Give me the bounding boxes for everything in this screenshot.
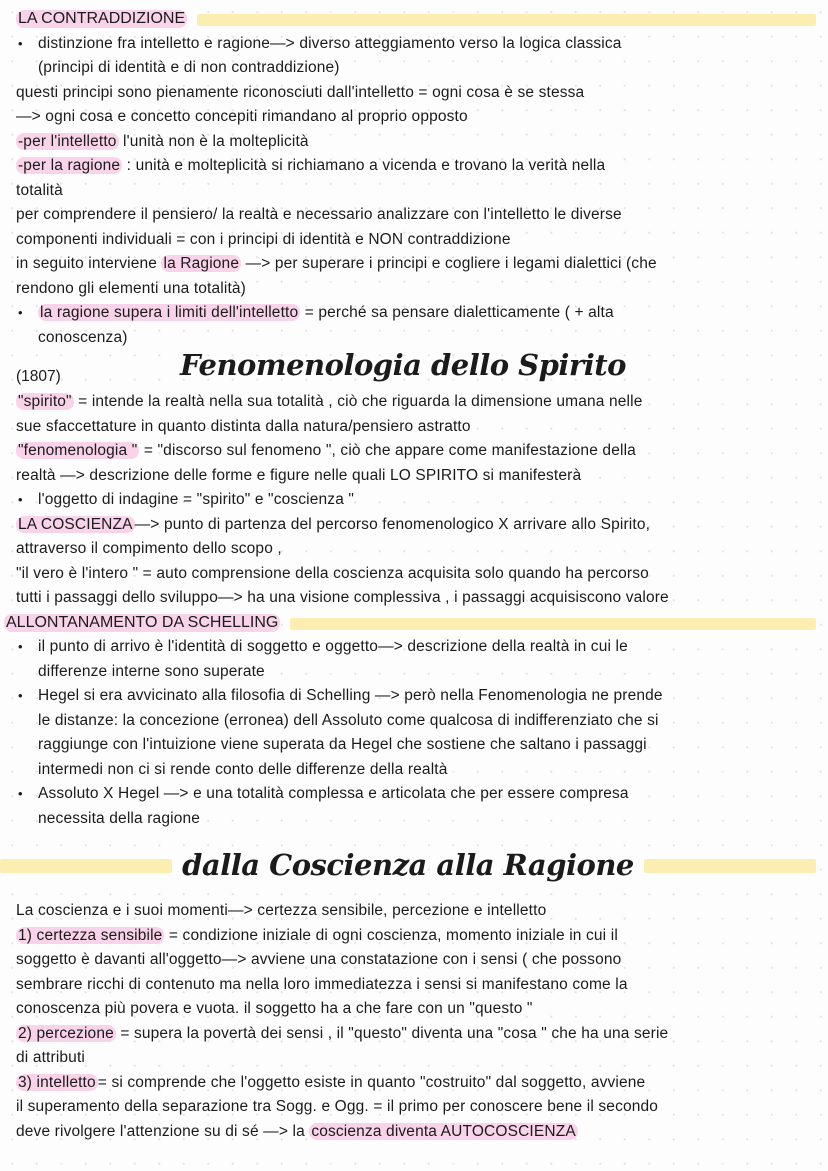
text-line bbox=[16, 81, 816, 106]
text-line bbox=[16, 758, 816, 783]
highlighted-text: 1) certezza sensibile bbox=[18, 926, 163, 944]
highlighted-text: 3) intelletto bbox=[18, 1073, 96, 1091]
highlighted-text: "fenomenologia " bbox=[18, 442, 138, 459]
text-line bbox=[16, 586, 816, 611]
yellow-highlight-bar bbox=[290, 618, 816, 630]
heading-text: ALLONTANAMENTO DA SCHELLING bbox=[6, 613, 279, 631]
text-line bbox=[16, 56, 816, 81]
text-segment: = supera la povertà dei sensi , il "questo" diventa una "cosa " che ha una serie bbox=[115, 1024, 669, 1042]
text-segment: il superamento della separazione tra Sogg. e Ogg. = il primo per conoscere bene il secondo bbox=[16, 1098, 659, 1115]
text-line bbox=[16, 562, 816, 587]
text-line bbox=[16, 326, 816, 351]
bullet-item bbox=[16, 684, 816, 709]
text-segment: raggiunge con l'intuizione viene superata da Hegel che sostiene che saltano i passaggi bbox=[38, 736, 647, 753]
heading-text: LA CONTRADDIZIONE bbox=[18, 10, 186, 28]
text-line bbox=[16, 513, 816, 538]
text-segment: "il vero è l'intero " = auto comprensione della coscienza acquisita solo quando ha percorso bbox=[16, 564, 649, 582]
text-line bbox=[16, 660, 816, 685]
section-title-fenomenologia: Fenomenologia dello Spirito bbox=[180, 348, 626, 382]
text-segment: (principi di identità e di non contraddizione) bbox=[38, 59, 340, 76]
text-line bbox=[16, 537, 816, 562]
text-segment: conoscenza più povera e vuota. il soggetto ha a che fare con un "questo " bbox=[16, 1000, 533, 1017]
text-line bbox=[16, 733, 816, 758]
text-segment: differenze interne sono superate bbox=[38, 662, 265, 680]
text-line bbox=[16, 807, 816, 832]
year-label: (1807) bbox=[16, 368, 61, 385]
text-segment: di attributi bbox=[16, 1049, 85, 1066]
text-line bbox=[16, 709, 816, 734]
text-line bbox=[16, 924, 816, 949]
text-line bbox=[16, 390, 816, 415]
text-segment: Assoluto X Hegel —> e una totalità complessa e articolata che per essere compresa bbox=[38, 785, 629, 802]
text-segment: = intende la realtà nella sua totalità , ciò che riguarda la dimensione umana nelle bbox=[73, 393, 643, 410]
highlighted-text: la ragione supera i limiti dell'intelletto bbox=[40, 304, 299, 321]
text-line bbox=[16, 997, 816, 1022]
text-segment: = perché sa pensare dialetticamente ( + alta bbox=[300, 304, 614, 321]
text-segment: intermedi non ci si rende conto delle differenze della realtà bbox=[38, 760, 448, 778]
bullet-item bbox=[16, 488, 816, 513]
text-segment: —> punto di partenza del percorso fenomenologico X arrivare allo Spirito, bbox=[134, 515, 651, 533]
text-line bbox=[16, 105, 816, 130]
highlighted-text: "spirito" bbox=[18, 393, 72, 410]
bullet-item bbox=[16, 32, 816, 57]
text-segment: deve rivolgere l'attenzione su di sé —> la bbox=[16, 1122, 310, 1140]
bullet-item bbox=[16, 635, 816, 660]
text-segment: questi principi sono pienamente riconosciuti dall'intelletto = ogni cosa è se stessa bbox=[16, 83, 585, 101]
text-segment: le distanze: la concezione (erronea) dell Assoluto come qualcosa di indifferenziato che si bbox=[38, 711, 659, 729]
text-segment: = si comprende che l'oggetto esiste in quanto "costruito" dal soggetto, avviene bbox=[97, 1073, 646, 1091]
text-line bbox=[16, 130, 816, 155]
highlighted-text: LA COSCIENZA bbox=[18, 515, 133, 533]
text-segment: : unità e molteplicità si richiamano a vicenda e trovano la verità nella bbox=[122, 157, 606, 174]
highlighted-text: la Ragione bbox=[163, 255, 240, 272]
section-contraddizione-body bbox=[16, 32, 816, 351]
text-segment: conoscenza) bbox=[38, 328, 128, 346]
bullet-item bbox=[16, 782, 816, 807]
text-segment: per comprendere il pensiero/ la realtà e necessario analizzare con l'intelletto le diverse bbox=[16, 206, 622, 223]
section-heading-contraddizione bbox=[16, 7, 816, 32]
text-segment: sue sfaccettature in quanto distinta dalla natura/pensiero astratto bbox=[16, 417, 471, 435]
text-line bbox=[16, 277, 816, 302]
yellow-highlight-bar bbox=[197, 14, 816, 26]
text-segment: = "discorso sul fenomeno ", ciò che appare come manifestazione della bbox=[139, 442, 636, 459]
text-line bbox=[16, 228, 816, 253]
text-segment: l'unità non è la molteplicità bbox=[118, 132, 309, 150]
section-fenomenologia-body bbox=[16, 390, 816, 611]
text-segment: rendono gli elementi una totalità) bbox=[16, 279, 246, 297]
text-segment: attraverso il compimento dello scopo , bbox=[16, 540, 282, 557]
text-segment: Hegel si era avvicinato alla filosofia di Schelling —> però nella Fenomenologia ne prende bbox=[38, 687, 663, 704]
text-segment: l'oggetto di indagine = "spirito" e "coscienza " bbox=[38, 491, 355, 508]
highlighted-text: coscienza diventa AUTOCOSCIENZA bbox=[311, 1122, 576, 1140]
text-segment: componenti individuali = con i principi di identità e NON contraddizione bbox=[16, 230, 511, 248]
text-segment: = condizione iniziale di ogni coscienza, momento iniziale in cui il bbox=[164, 926, 618, 944]
text-segment: totalità bbox=[16, 181, 63, 199]
text-segment: tutti i passaggi dello sviluppo—> ha una visione complessiva , i passaggi acquisiscono valore bbox=[16, 589, 669, 606]
text-line bbox=[16, 1095, 816, 1120]
text-segment: necessita della ragione bbox=[38, 809, 200, 827]
text-segment: distinzione fra intelletto e ragione—> diverso atteggiamento verso la logica classica bbox=[38, 34, 622, 52]
text-line bbox=[16, 415, 816, 440]
text-line bbox=[16, 1046, 816, 1071]
section-heading-schelling bbox=[4, 611, 816, 636]
text-segment: in seguito interviene bbox=[16, 255, 162, 272]
text-line bbox=[16, 973, 816, 998]
yellow-highlight-bar-left bbox=[0, 859, 172, 873]
section-schelling-body bbox=[16, 635, 816, 831]
fenomenologia-title-row bbox=[16, 350, 816, 390]
text-segment: realtà —> descrizione delle forme e figure nelle quali LO SPIRITO si manifesterà bbox=[16, 466, 582, 484]
section-title-row-coscienza bbox=[0, 839, 816, 891]
text-segment: —> per superare i principi e cogliere i legami dialettici (che bbox=[241, 255, 657, 272]
text-line bbox=[16, 179, 816, 204]
section-coscienza-body bbox=[16, 899, 816, 1144]
text-line bbox=[16, 1120, 816, 1145]
text-line bbox=[16, 1071, 816, 1096]
section-title-coscienza-ragione: dalla Coscienza alla Ragione bbox=[182, 848, 634, 882]
highlighted-text: -per l'intelletto bbox=[18, 132, 117, 150]
text-segment: soggetto è davanti all'oggetto—> avviene una constatazione con i sensi ( che possono bbox=[16, 951, 622, 968]
yellow-highlight-bar-right bbox=[644, 859, 816, 873]
text-segment: sembrare ricchi di contenuto ma nella loro immediatezza i sensi si manifestano come la bbox=[16, 975, 628, 993]
text-segment: il punto di arrivo è l'identità di soggetto e oggetto—> descrizione della realtà in cui le bbox=[38, 638, 628, 655]
text-line bbox=[16, 464, 816, 489]
text-line bbox=[16, 203, 816, 228]
text-line bbox=[16, 154, 816, 179]
text-line bbox=[16, 439, 816, 464]
highlighted-text: 2) percezione bbox=[18, 1024, 114, 1042]
text-line bbox=[16, 948, 816, 973]
highlighted-text: -per la ragione bbox=[18, 157, 121, 174]
text-line bbox=[16, 252, 816, 277]
text-segment: —> ogni cosa e concetto concepiti rimandano al proprio opposto bbox=[16, 108, 468, 125]
bullet-item bbox=[16, 301, 816, 326]
text-line bbox=[16, 1022, 816, 1047]
text-line bbox=[16, 899, 816, 924]
text-segment: La coscienza e i suoi momenti—> certezza sensibile, percezione e intelletto bbox=[16, 902, 547, 919]
